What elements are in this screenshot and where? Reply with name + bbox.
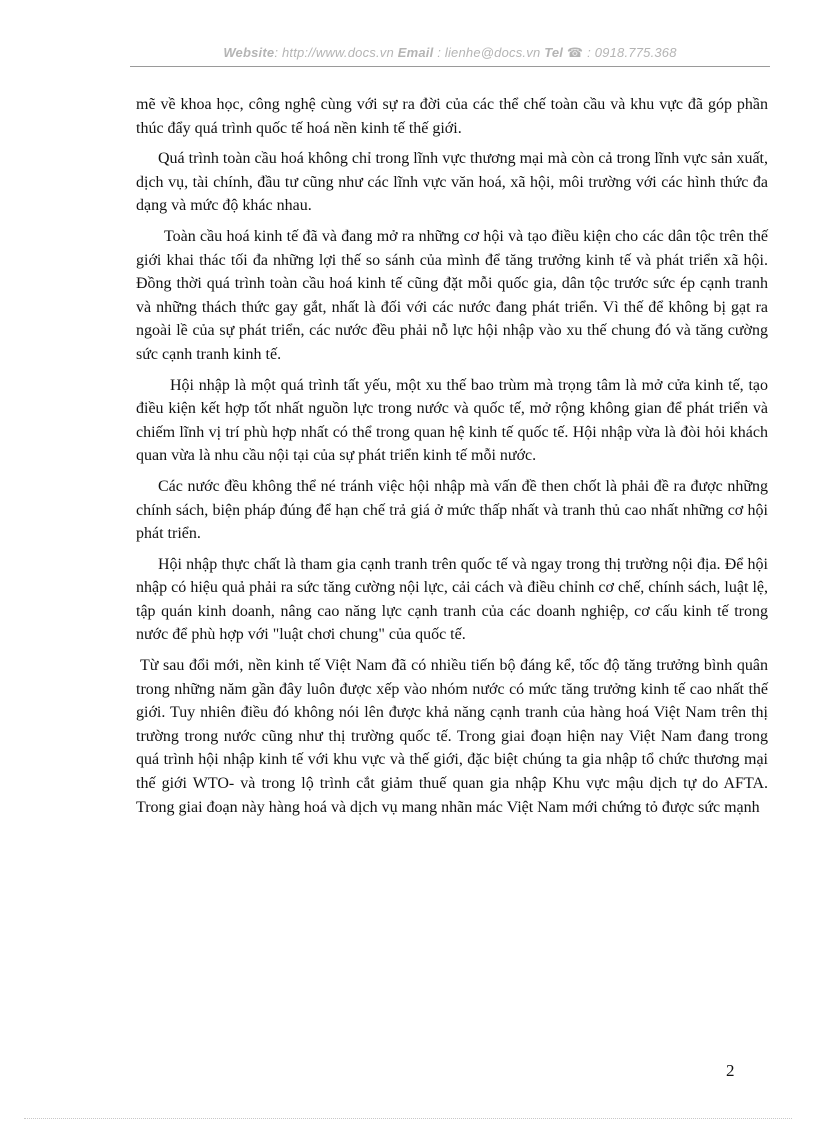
tel-label: Tel <box>544 45 564 60</box>
website-label: Website <box>223 45 275 60</box>
tel-number: : 0918.775.368 <box>583 45 677 60</box>
email-address[interactable]: : lienhe@docs.vn <box>433 45 545 60</box>
email-label: Email <box>397 45 434 60</box>
website-url[interactable]: : http://www.docs.vn <box>274 45 398 60</box>
paragraph: Hội nhập là một quá trình tất yếu, một xu thế bao trùm mà trọng tâm là mở cửa kinh tế, tạo điều kiện kết hợp tốt nhất nguồn lực trong nước và quốc tế, mở rộng không gian để phát triển và chiếm lĩnh vị trí phù hợp nhất có thể trong quan hệ kinh tế quốc tế. Hội nhập vừa là đòi hỏi khách quan vừa là nhu cầu nội tại của sự phát triển kinh tế mỗi nước. <box>136 376 768 465</box>
page-header <box>130 45 770 61</box>
paragraph: Quá trình toàn cầu hoá không chỉ trong lĩnh vực thương mại mà còn cả trong lĩnh vực sản xuất, dịch vụ, tài chính, đầu tư cũng như các lĩnh vực văn hoá, xã hội, môi trường với các hình thức đa dạng và mức độ khác nhau. <box>136 150 768 215</box>
paragraph: Các nước đều không thể né tránh việc hội nhập mà vấn đề then chốt là phải đề ra được những chính sách, biện pháp đúng để hạn chế trả giá ở mức thấp nhất và tranh thủ cao nhất những cơ hội phát triển. <box>136 477 768 543</box>
page-number: 2 <box>726 1061 735 1080</box>
header-rule <box>130 66 770 67</box>
paragraph: mẽ về khoa học, công nghệ cùng với sự ra đời của các thể chế toàn cầu và khu vực đã góp phần thúc đẩy quá trình quốc tế hoá nền kinh tế thế giới. <box>136 96 768 137</box>
phone-icon: ☎ <box>566 45 584 60</box>
document-body <box>136 93 768 826</box>
paragraph: Hội nhập thực chất là tham gia cạnh tranh trên quốc tế và ngay trong thị trường nội địa. Để hội nhập có hiệu quả phải ra sức tăng cường nội lực, cải cách và điều chỉnh cơ chế, chính sách, luật lệ, tập quán kinh doanh, nâng cao năng lực cạnh tranh của các doanh nghiệp, cơ cấu kinh tế trong nước để phù hợp với "luật chơi chung" của quốc tế. <box>136 555 768 644</box>
paragraph: Toàn cầu hoá kinh tế đã và đang mở ra những cơ hội và tạo điều kiện cho các dân tộc trên thế giới khai thác tối đa những lợi thế so sánh của mình để tăng trưởng kinh tế và phát triển xã hội. Đồng thời quá trình toàn cầu hoá kinh tế cũng đặt mỗi quốc gia, dân tộc trước sức ép cạnh tranh và những thách thức gay gắt, nhất là đối với các nước đang phát triển. Vì thế để không bị gạt ra ngoài lề của sự phát triển, các nước đều phải nỗ lực hội nhập vào xu thế chung đó và tăng cường sức cạnh tranh kinh tế. <box>136 227 768 363</box>
paragraph: Từ sau đổi mới, nền kinh tế Việt Nam đã có nhiều tiến bộ đáng kể, tốc độ tăng trưởng bình quân trong những năm gần đây luôn được xếp vào nhóm nước có mức tăng trưởng kinh tế cao nhất thế giới. Tuy nhiên điều đó không nói lên được khả năng cạnh tranh của hàng hoá Việt Nam trên thị trường trong nước cũng như thị trường quốc tế. Trong giai đoạn hiện nay Việt Nam đang trong quá trình hội nhập kinh tế với khu vực và thế giới, đặc biệt chúng ta gia nhập tổ chức thương mại thế giới WTO- và trong lộ trình cắt giảm thuế quan gia nhập Khu vực mậu dịch tự do AFTA. Trong giai đoạn này hàng hoá và dịch vụ mang nhãn mác Việt Nam mới chứng tỏ được sức mạnh <box>136 657 768 816</box>
page-bottom-divider <box>24 1118 792 1119</box>
